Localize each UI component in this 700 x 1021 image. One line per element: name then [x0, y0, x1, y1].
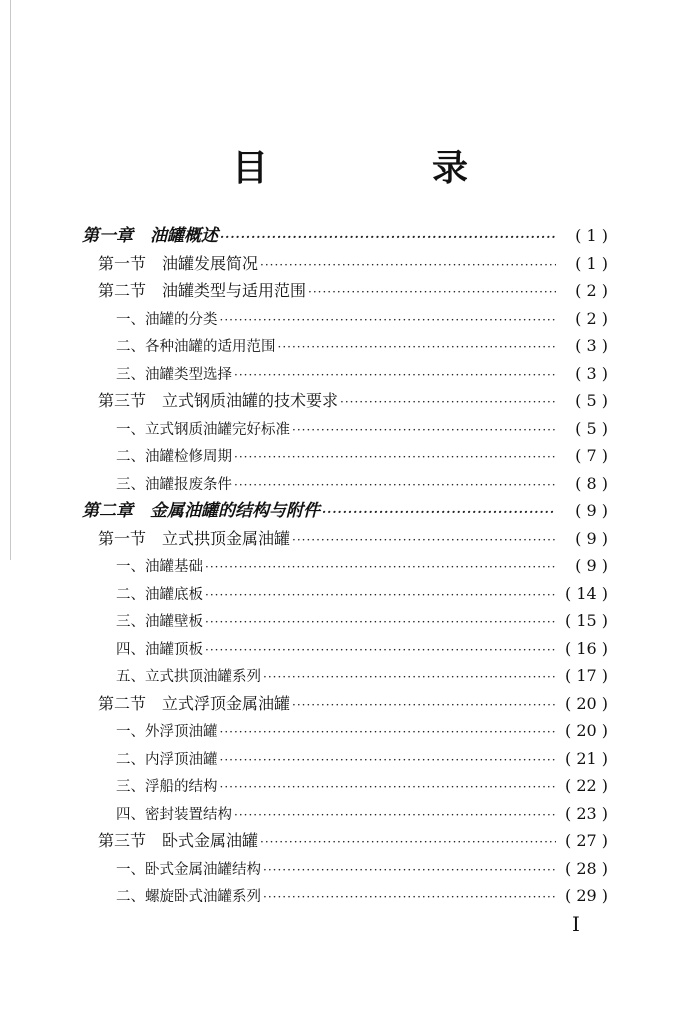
toc-chapter-row[interactable] [82, 497, 608, 525]
toc-item-row[interactable] [82, 662, 608, 690]
dot-leader [234, 802, 556, 830]
toc-item-row[interactable] [82, 360, 608, 388]
toc-entry-label: 第二节 立式浮顶金属油罐 [98, 693, 291, 713]
toc-page-number: ( 20 ) [564, 693, 608, 713]
toc-entry-label: 三、油罐类型选择 [116, 366, 232, 383]
toc-page-number: ( 16 ) [564, 638, 608, 658]
toc-item-row[interactable] [82, 855, 608, 883]
toc-item-row[interactable] [82, 772, 608, 800]
toc-page-number: ( 15 ) [564, 611, 608, 630]
toc-page-number: ( 17 ) [564, 666, 608, 685]
toc-entry-label: 三、油罐报废条件 [116, 476, 232, 493]
toc-item-row[interactable] [82, 332, 608, 360]
dot-leader [205, 637, 556, 665]
toc-page-number: ( 29 ) [564, 886, 608, 905]
toc-entry-label: 二、螺旋卧式油罐系列 [116, 889, 261, 905]
toc-entry-label: 三、浮船的结构 [116, 779, 218, 795]
toc-entry-label: 二、各种油罐的适用范围 [116, 339, 276, 355]
toc-entry-label: 第二节 油罐类型与适用范围 [98, 281, 307, 300]
dot-leader [220, 719, 557, 747]
toc-section-row[interactable] [82, 250, 608, 278]
toc-item-row[interactable] [82, 635, 608, 663]
toc-item-row[interactable] [82, 552, 608, 580]
toc-page-number: ( 9 ) [575, 528, 608, 548]
toc-item-row[interactable] [82, 470, 608, 498]
toc-entry-label: 第一节 油罐发展简况 [98, 253, 259, 273]
dot-leader [205, 609, 556, 637]
toc-page-number: ( 20 ) [564, 721, 608, 740]
dot-leader [220, 747, 557, 775]
toc-page-number: ( 5 ) [575, 391, 608, 410]
toc-page-number: ( 3 ) [575, 336, 608, 355]
toc-section-row[interactable] [82, 525, 608, 553]
dot-leader [292, 527, 556, 555]
toc-page-number: ( 8 ) [575, 473, 608, 493]
dot-leader [220, 774, 557, 802]
toc-entry-label: 一、卧式金属油罐结构 [116, 861, 261, 878]
dot-leader [263, 664, 556, 692]
toc-entry-label: 二、油罐底板 [116, 586, 203, 603]
toc-item-row[interactable] [82, 442, 608, 470]
toc-section-row[interactable] [82, 827, 608, 855]
toc-chapter-row[interactable] [82, 222, 608, 250]
table-of-contents [82, 222, 608, 910]
toc-item-row[interactable] [82, 882, 608, 910]
dot-leader [234, 362, 556, 390]
page-folio: I [572, 912, 580, 936]
toc-entry-label: 二、油罐检修周期 [116, 449, 232, 465]
dot-leader [220, 224, 556, 252]
toc-section-row[interactable] [82, 690, 608, 718]
dot-leader [220, 307, 557, 335]
dot-leader [260, 829, 556, 857]
dot-leader [263, 884, 556, 912]
toc-section-row[interactable] [82, 277, 608, 305]
toc-section-row[interactable] [82, 387, 608, 415]
toc-page-number: ( 2 ) [575, 308, 608, 328]
dot-leader [205, 582, 556, 610]
toc-entry-label: 第三节 立式钢质油罐的技术要求 [98, 391, 339, 410]
toc-entry-label: 二、内浮顶油罐 [116, 751, 218, 768]
toc-entry-label: 四、油罐顶板 [116, 641, 203, 658]
toc-page-number: ( 5 ) [575, 418, 608, 438]
dot-leader [340, 389, 556, 417]
toc-entry-label: 三、油罐壁板 [116, 614, 203, 630]
dot-leader [322, 499, 556, 527]
toc-entry-label: 一、立式钢质油罐完好标准 [116, 421, 290, 438]
toc-page-number: ( 9 ) [575, 556, 608, 575]
toc-page-number: ( 28 ) [564, 858, 608, 878]
page-edge-line [10, 0, 11, 560]
dot-leader [292, 692, 556, 720]
toc-entry-label: 第一节 立式拱顶金属油罐 [98, 528, 291, 548]
toc-page-number: ( 7 ) [575, 446, 608, 465]
toc-item-row[interactable] [82, 607, 608, 635]
dot-leader [234, 472, 556, 500]
dot-leader [260, 252, 556, 280]
toc-entry-label: 五、立式拱顶油罐系列 [116, 669, 261, 685]
dot-leader [263, 857, 556, 885]
page-title: 目 录 [231, 147, 532, 189]
dot-leader [205, 554, 556, 582]
toc-item-row[interactable] [82, 415, 608, 443]
toc-page-number: ( 1 ) [575, 226, 608, 245]
toc-item-row[interactable] [82, 800, 608, 828]
toc-entry-label: 第二章 金属油罐的结构与附件 [82, 501, 320, 521]
toc-entry-label: 一、油罐的分类 [116, 311, 218, 328]
toc-page-number: ( 9 ) [575, 501, 608, 520]
toc-page-number: ( 3 ) [575, 363, 608, 383]
toc-item-row[interactable] [82, 580, 608, 608]
toc-item-row[interactable] [82, 717, 608, 745]
toc-page-number: ( 14 ) [564, 583, 608, 603]
toc-page-number: ( 21 ) [564, 748, 608, 768]
toc-page-number: ( 22 ) [564, 776, 608, 795]
dot-leader [278, 334, 557, 362]
toc-entry-label: 一、外浮顶油罐 [116, 724, 218, 740]
toc-item-row[interactable] [82, 745, 608, 773]
toc-item-row[interactable] [82, 305, 608, 333]
toc-page-number: ( 23 ) [564, 803, 608, 823]
toc-entry-label: 第三节 卧式金属油罐 [98, 831, 259, 850]
toc-page-number: ( 1 ) [575, 253, 608, 273]
dot-leader [308, 279, 556, 307]
toc-page-number: ( 27 ) [564, 831, 608, 850]
toc-entry-label: 第一章 油罐概述 [82, 226, 218, 246]
dot-leader [234, 444, 556, 472]
dot-leader [292, 417, 556, 445]
toc-entry-label: 一、油罐基础 [116, 559, 203, 575]
toc-entry-label: 四、密封装置结构 [116, 806, 232, 823]
toc-page-number: ( 2 ) [575, 281, 608, 300]
